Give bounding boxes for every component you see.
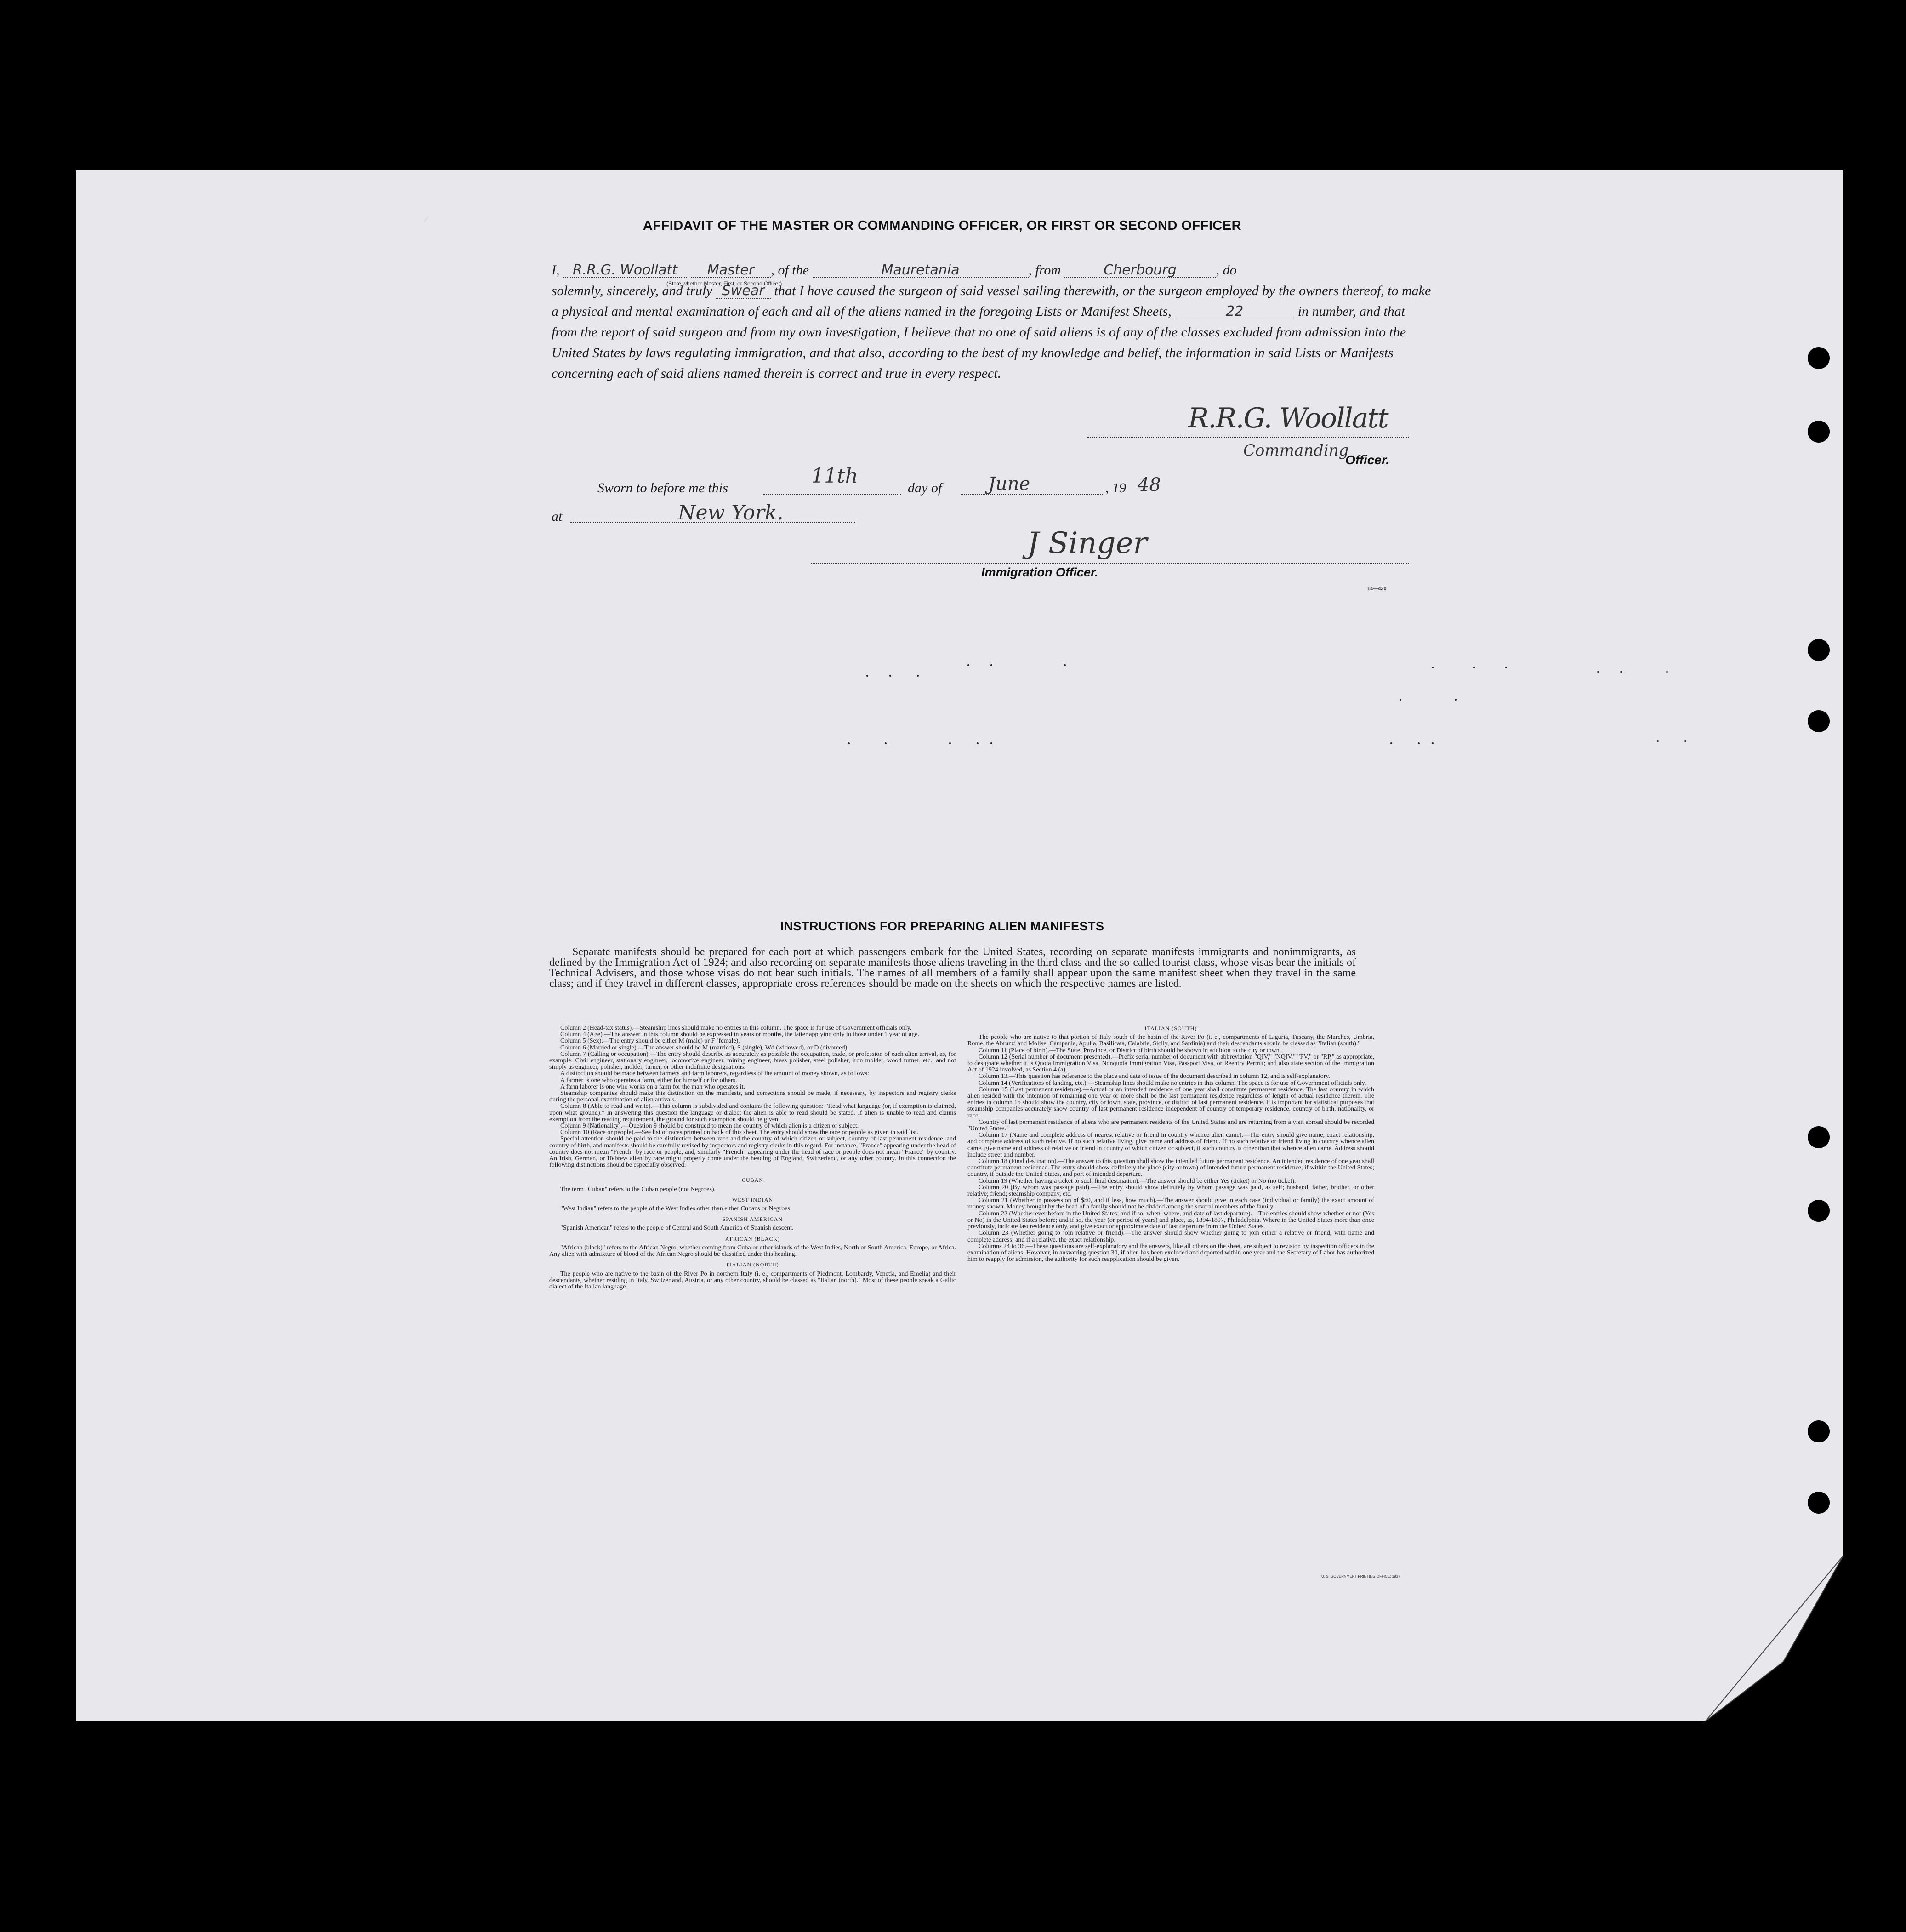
scan-speck xyxy=(4,142,6,184)
at-place: New York. xyxy=(678,501,784,524)
at-label: at xyxy=(552,509,563,524)
cuban-heading: CUBAN xyxy=(741,1177,763,1184)
immigration-officer-label: Immigration Officer. xyxy=(981,565,1098,579)
punch-hole xyxy=(1808,710,1830,732)
instructions-title: INSTRUCTIONS FOR PREPARING ALIEN MANIFESTS xyxy=(780,919,1104,933)
sworn-day: 11th xyxy=(811,464,859,488)
punch-hole xyxy=(1808,1126,1830,1148)
rank-caption: (State whether Master, First, or Second Officer) xyxy=(666,280,782,287)
punch-hole xyxy=(1808,1200,1830,1222)
african-heading: AFRICAN (BLACK) xyxy=(725,1235,780,1242)
punch-hole xyxy=(1808,639,1830,661)
punch-hole xyxy=(1808,347,1830,369)
folded-corner xyxy=(1705,1556,1843,1721)
immigration-signature: J Singer xyxy=(1027,526,1147,560)
officer-label: Officer. xyxy=(1345,453,1389,467)
officer-signature: R.R.G. Woollatt xyxy=(1188,402,1388,434)
master-name-field: R.R.G. Woollatt xyxy=(563,263,687,278)
affidavit-body xyxy=(552,260,1434,384)
affidavit-title: AFFIDAVIT OF THE MASTER OR COMMANDING OFFICER, OR FIRST OR SECOND OFFICER xyxy=(643,218,1242,233)
sworn-day-line xyxy=(763,494,901,495)
instructions-left-column: Column 2 (Head-tax status).—Steamship lines should make no entries in this column. The space is for use of Government officials only. Column 4 (Age).—The answer in this column should be expressed in years or months, the latter applying only to those under 1 year of age. Column 5 (Sex).—The entry should be either M (male) or F (female). Column 6 (Married or single).—The answer should be M (married), S (single), Wd (widowed), or D (divorced). Column 7 (Calling or occupation).—The entry should describe as accurately as possible the occupation, trade, or profession of each alien arrival, as, for example: Civil engineer, stationary engineer, locomotive engineer, mining engineer, brass polisher, steel polisher, iron molder, wood turner, etc., and not simply as engineer, polisher, molder, turner, or other indefinite designations. A distinction should be made between farmers and farm laborers, regardless of the amount of money shown, as follows: A farmer is one who operates a farm, either for himself or for others. A farm laborer is one who works on a farm for the man who operates it. Steamship companies should make this distinction on the manifests, and corrections should be made, if necessary, by inspectors and registry clerks during the personal examination of alien arrivals. Column 8 (Able to read and write).—This column is subdivided and contains the following question: "Read what language (or, if exemption is claimed, upon what ground)." In answering this question the language or dialect the alien is able to read should be stated. If alien is unable to read and claims exemption from the reading requirement, the ground for such exemption should be given. Column 9 (Nationality).—Question 9 should be construed to mean the country of which alien is a citizen or subject. Column 10 (Race or people).—See list of races printed on back of this sheet. The entry should show the race or people as given in said list. Special attention should be paid to the distinction between race and the country of which citizen or subject, country of last permanent residence, and country of birth, and manifests should be carefully revised by inspectors and registry clerks in this regard. For instance, "France" appearing under the head of country does not mean "French" by race or people, and, similarly "French" appearing under the head of race or people does not mean "France" by country. An Irish, German, or Hebrew alien by race might properly come under the heading of England, Switzerland, or any other country. In this connection the following distinctions should be especially observed: CUBAN The term "Cuban" refers to the Cuban people (not Negroes). WEST INDIAN "West Indian" refers to the people of the West Indies other than either Cubans or Negroes. SPANISH AMERICAN "Spanish American" refers to the people of Central and South America of Spanish descent. AFRICAN (BLACK) "African (black)" refers to the African Negro, whether coming from Cuba or other islands of the West Indies, North or South America, Europe, or Africa. Any alien with admixture of blood of the African Negro should be classified under this heading. ITALIAN (NORTH) The people who are native to the basin of the River Po in northern Italy (i. e., compartments of Piedmont, Lombardy, Venetia, and Emelia) and their descendants, whether residing in Italy, Switzerland, Austria, or any other country, should be classed as "Italian (north)." Most of these people speak a Gallic dialect of the Italian language. xyxy=(549,1025,956,1290)
officer-handwritten-title: Commanding xyxy=(1243,441,1349,460)
oath-field: Swear xyxy=(716,284,771,299)
printer-imprint: U. S. GOVERNMENT PRINTING OFFICE: 1937 xyxy=(1321,1574,1400,1579)
italian-north-heading: ITALIAN (NORTH) xyxy=(726,1261,779,1268)
day-of-label: day of xyxy=(908,480,942,496)
form-number: 14—430 xyxy=(1367,586,1387,592)
sworn-month: June xyxy=(988,473,1030,495)
punch-hole xyxy=(1808,421,1830,443)
officer-signature-line xyxy=(1087,437,1409,438)
vessel-field: Mauretania xyxy=(813,263,1029,278)
sworn-month-line xyxy=(961,494,1103,495)
year-prefix: , 19 xyxy=(1105,480,1126,496)
port-field: Cherbourg xyxy=(1064,263,1216,278)
sheet-count-field: 22 xyxy=(1175,305,1294,319)
affidavit-line-2: solemnly, sincerely, and truly Swear that I have caused the surgeon of said vessel sailing therewith, or the surgeon employed by the owners thereof, to make a physical and mental examination of each and all of the aliens named in the foregoing Lists or Manifest Sheets, 22 in number, and that from the report of said surgeon and from my own investigation, I believe that no one of said aliens is of any of the classes excluded from admission into the United States by laws regulating immigration, and that also, according to the best of my knowledge and belief, the information in said Lists or Manifests concerning each of said aliens named therein is correct and true in every respect. xyxy=(552,283,1431,381)
instructions-intro: Separate manifests should be prepared for each port at which passengers embark for the United States, recording on separate manifests immigrants and nonimmigrants, as defined by the Immigration Act of 1924; and also recording on separate manifests those aliens traveling in the third class and the so-called tourist class, whose visas bear the initials of Technical Advisers, and those whose visas do not bear such initials. The names of all members of a family shall appear upon the same manifest sheet when they travel in the same class; and if they travel in different classes, appropriate cross references should be made on the sheets on which the respective names are listed. xyxy=(549,946,1356,990)
instructions-right-column: ITALIAN (SOUTH) The people who are native to that portion of Italy south of the basin of the River Po (i. e., compartments of Liguria, Tuscany, the Marches, Umbria, Rome, the Abruzzi and Molise, Campania, Apulia, Basilicata, Calabria, Sicily, and Sardinia) and their descendants should be classed as "Italian (south)." Column 11 (Place of birth).—The State, Province, or District of birth should be shown in addition to the city or town. Column 12 (Serial number of document presented).—Prefix serial number of document with abbreviation "QIV," "NQIV," "PV," or "RP," as appropriate, to designate whether it is Quota Immigration Visa, Nonquota Immigration Visa, Passport Visa, or Reentry Permit; and also state section of the Immigration Act of 1924 involved, as Section 4 (a). Column 13.—This question has reference to the place and date of issue of the document described in column 12, and is self-explanatory. Column 14 (Verifications of landing, etc.).—Steamship lines should make no entries in this column. The space is for use of Government officials only. Column 15 (Last permanent residence).—Actual or an intended residence of one year shall constitute permanent residence. The last country in which alien resided with the intention of remaining one year or more shall be the last permanent residence regardless of length of actual residence therein. The entries in column 15 should show the country, city or town, state, province, or district of last permanent residence. It is important for statistical purposes that steamship companies accurately show country of last permanent residence independent of country of temporary residence, country of birth, nationality, or race. Country of last permanent residence of aliens who are permanent residents of the United States and are returning from a visit abroad should be recorded "United States." Column 17 (Name and complete address of nearest relative or friend in country whence alien came).—The entry should give name, exact relationship, and complete address of such relative. If no such relative living, give name and address of friend. If no such relative or friend living in country whence alien came, give name and address of relative or friend in country of which citizen or subject, if such country is other than that whence alien came. Address should include street and number. Column 18 (Final destination).—The answer to this question shall show the intended future permanent residence. An intended residence of one year shall constitute permanent residence. The entry should show definitely the place (city or town) of intended future permanent residence, if within the United States; country, if outside the United States, and port of intended departure. Column 19 (Whether having a ticket to such final destination).—The answer should be either Yes (ticket) or No (no ticket). Column 20 (By whom was passage paid).—The entry should show definitely by whom passage was paid, as self; husband, father, brother, or other relative; friend; steamship company, etc. Column 21 (Whether in possession of $50, and if less, how much).—The answer should give in each case (individual or family) the exact amount of money shown. Money brought by the head of a family should not be divided among the several members of the family. Column 22 (Whether ever before in the United States; and if so, when, where, and date of last departure).—The entries should show whether or not (Yes or No) in the United States before; and if so, the year (or period of years) and place, as, 1894-1897, Philadelphia. Where in the United States more than once previously, indicate last residence only, and give exact or approximate date of last departure from the United States. Column 23 (Whether going to join relative or friend).—The answer should show whether going to join either a relative or friend, with name and complete address; and if a relative, the exact relationship. Columns 24 to 36.—These questions are self-explanatory and the answers, like all others on the sheet, are subject to revision by inspection officers in the examination of aliens. However, in answering question 30, if alien has been excluded and deported within one year and the Secretary of Labor has authorized him to reapply for admission, the authority for such reapplication should be given. xyxy=(967,1025,1374,1263)
sworn-label: Sworn to before me this xyxy=(597,480,728,496)
west-indian-heading: WEST INDIAN xyxy=(732,1196,774,1203)
sworn-year: 48 xyxy=(1138,474,1161,496)
immigration-signature-line xyxy=(811,563,1409,564)
affidavit-line-1: I, R.R.G. Woollatt Master , of the Mauretania , from Cherbourg , do xyxy=(552,262,1237,278)
rank-field: Master xyxy=(691,263,771,278)
punch-hole xyxy=(1808,1420,1830,1442)
manifest-sheet xyxy=(76,170,1843,1721)
italian-south-heading: ITALIAN (SOUTH) xyxy=(1144,1025,1197,1032)
spanish-american-heading: SPANISH AMERICAN xyxy=(722,1216,783,1223)
punch-hole xyxy=(1808,1492,1830,1514)
